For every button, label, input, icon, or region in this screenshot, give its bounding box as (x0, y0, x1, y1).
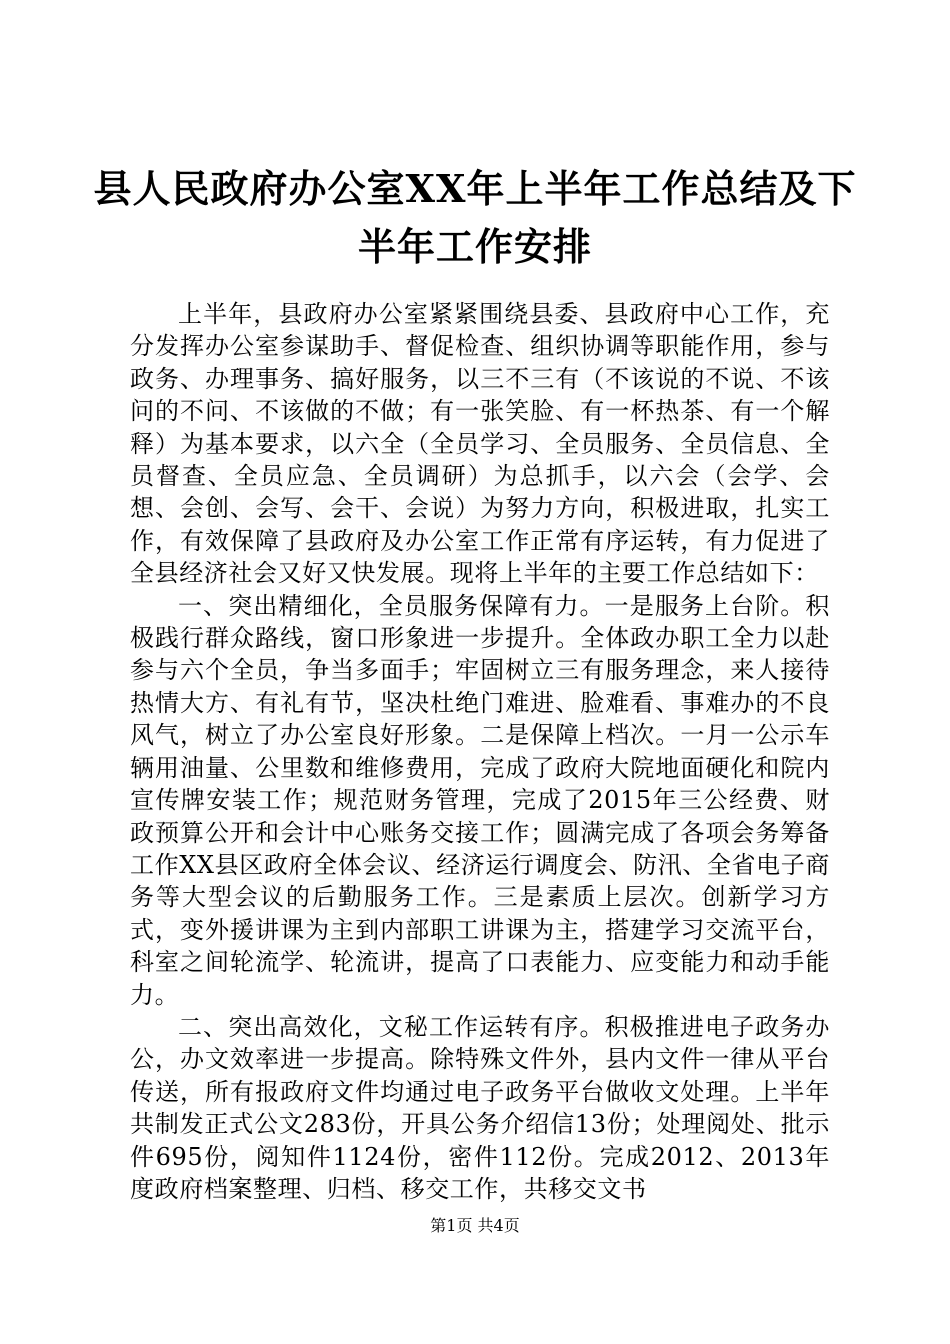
document-body (130, 298, 830, 1205)
paragraph-section-2: 二、突出高效化，文秘工作运转有序。积极推进电子政务办公，办文效率进一步提高。除特殊文件外，县内文件一律从平台传送，所有报政府文件均通过电子政务平台做收文处理。上半年共制发正式公文283份，开具公务介绍信13份；处理阅处、批示件695份，阅知件1124份，密件112份。完成2012、2013年度政府档案整理、归档、移交工作，共移交文书 (130, 1012, 830, 1203)
paragraph-section-1: 一、突出精细化，全员服务保障有力。一是服务上台阶。积极践行群众路线，窗口形象进一步提升。全体政办职工全力以赴参与六个全员，争当多面手；牢固树立三有服务理念，来人接待热情大方、有礼有节，坚决杜绝门难进、脸难看、事难办的不良风气，树立了办公室良好形象。二是保障上档次。一月一公示车辆用油量、公里数和维修费用，完成了政府大院地面硬化和院内宣传牌安装工作；规范财务管理，完成了2015年三公经费、财政预算公开和会计中心账务交接工作；圆满完成了各项会务筹备工作XX县区政府全体会议、经济运行调度会、防汛、全省电子商务等大型会议的后勤服务工作。三是素质上层次。创新学习方式，变外援讲课为主到内部职工讲课为主，搭建学习交流平台，科室之间轮流学、轮流讲，提高了口表能力、应变能力和动手能力。 (130, 591, 830, 1009)
page-number-footer: 第1页 共4页 (430, 1216, 520, 1235)
paragraph-intro: 上半年，县政府办公室紧紧围绕县委、县政府中心工作，充分发挥办公室参谋助手、督促检查、组织协调等职能作用，参与政务、办理事务、搞好服务，以三不三有（不该说的不说、不该问的不问、不该做的不做；有一张笑脸、有一杯热茶、有一个解释）为基本要求，以六全（全员学习、全员服务、全员信息、全员督查、全员应急、全员调研）为总抓手，以六会（会学、会想、会创、会写、会干、会说）为努力方向，积极进取，扎实工作，有效保障了县政府及办公室工作正常有序运转，有力促进了全县经济社会又好又快发展。现将上半年的主要工作总结如下： (130, 300, 830, 588)
document-title: 县人民政府办公室XX年上半年工作总结及下半年工作安排 (93, 166, 857, 269)
